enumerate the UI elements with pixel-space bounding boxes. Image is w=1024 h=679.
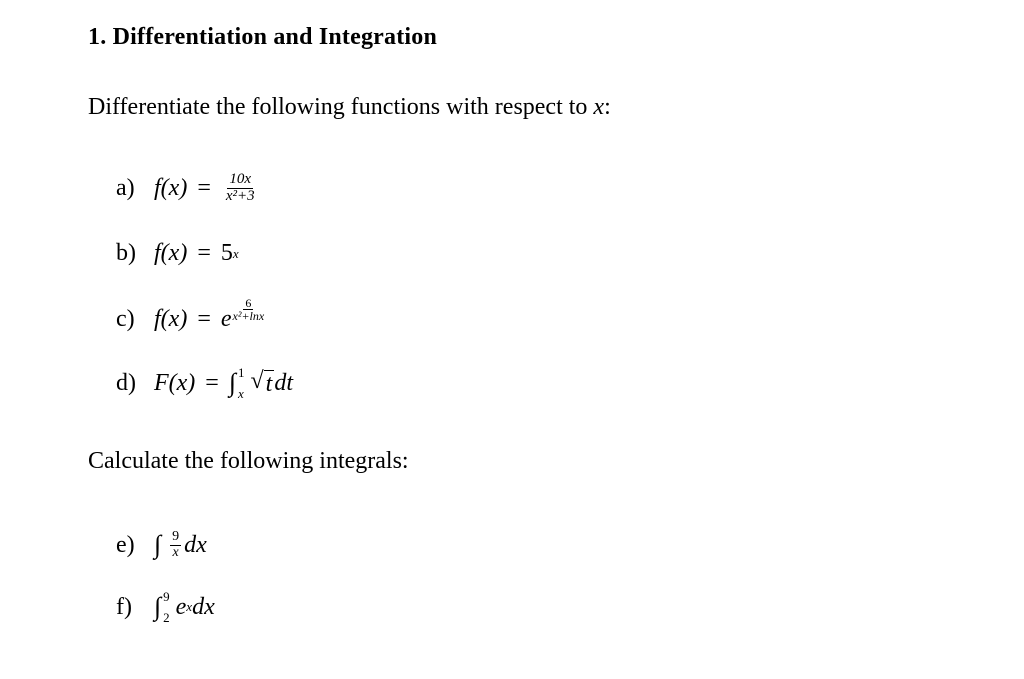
problem-f-label: f) [116,593,132,620]
problem-d-lower-limit: x [237,386,244,401]
problem-a-lhs: f(x) [154,174,188,201]
integral-sign: ∫ [228,368,236,397]
problem-d-differential: dt [274,369,293,396]
section-heading: 1. Differentiation and Integration [88,24,438,50]
problem-c-exponent-fraction [233,297,265,322]
problem-d-upper-limit: 1 [237,365,245,380]
problem-c-lhs: f(x) [154,306,188,332]
problem-f-limits [163,589,170,625]
problem-f-lower-limit: 2 [163,610,170,625]
problem-c-exp-numerator: 6 [245,296,252,310]
problem-c-label: c) [116,306,135,332]
problem-e-differential: dx [184,531,207,558]
problem-c-exp-denominator: x²+lnx [232,309,265,323]
problem-f-exponent: x [186,599,193,614]
problem-d-sqrt [250,368,274,398]
problem-d-radicand: t [265,371,273,397]
problem-c-base: e [220,306,232,332]
problem-f-upper-limit: 9 [163,589,170,604]
problem-f [116,589,215,625]
problem-d-label: d) [116,369,136,396]
integrate-instruction: Calculate the following integrals: [88,448,409,474]
equals-sign: = [197,174,211,201]
problem-d [116,365,293,401]
instruction-colon: : [604,94,611,120]
integral-sign: ∫ [154,592,162,621]
problem-e-label: e) [116,531,135,558]
equals-sign: = [197,306,211,332]
problem-a-numerator: 10x [229,171,252,187]
problem-e [116,530,207,560]
problem-a [116,172,260,205]
problem-f-base: e [175,593,187,620]
problem-a-label: a) [116,174,135,201]
problem-b [116,240,239,267]
instruction-variable: x [593,94,605,120]
sqrt-icon: √ [250,368,264,394]
integral-sign: ∫ [154,530,162,560]
problem-a-fraction [224,172,257,205]
problem-b-base: 5 [220,240,233,266]
problem-e-fraction [170,530,181,560]
problem-e-denominator: x [172,544,179,560]
equals-sign: = [197,240,211,266]
problem-a-denominator: x²+3 [225,187,255,204]
differentiate-instruction-text: Differentiate the following functions with respect to [88,94,594,120]
differentiate-instruction [88,94,611,121]
problem-b-lhs: f(x) [154,240,188,266]
problem-f-differential: dx [192,593,215,620]
problem-e-numerator: 9 [172,529,180,544]
problem-d-limits [237,365,245,401]
problem-b-exponent: x [232,245,239,261]
problem-c [116,296,265,333]
problem-b-label: b) [116,240,136,266]
equals-sign: = [205,369,219,396]
problem-d-lhs: F(x) [154,369,196,396]
